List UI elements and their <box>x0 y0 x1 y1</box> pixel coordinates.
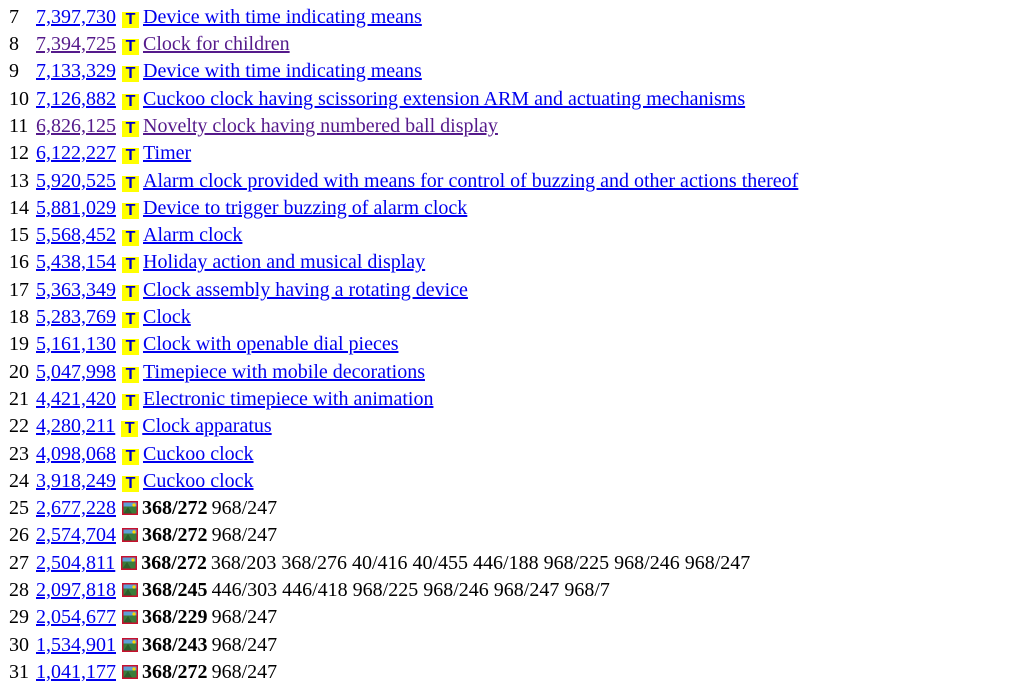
row-number: 10 <box>9 88 29 110</box>
text-icon[interactable]: T <box>122 121 139 137</box>
row-number: 16 <box>9 251 29 273</box>
primary-classification: 368/272 <box>142 661 208 683</box>
list-item <box>9 249 425 275</box>
patent-title-link[interactable]: Cuckoo clock <box>143 443 254 465</box>
row-number: 21 <box>9 388 29 410</box>
patent-number-link[interactable]: 2,574,704 <box>36 524 116 546</box>
patent-title-link[interactable]: Clock with openable dial pieces <box>143 333 399 355</box>
text-icon[interactable]: T <box>122 94 139 110</box>
list-item <box>9 277 468 303</box>
row-number: 23 <box>9 443 29 465</box>
row-number: 24 <box>9 470 29 492</box>
row-number: 20 <box>9 361 29 383</box>
text-icon[interactable]: T <box>122 12 139 28</box>
primary-classification: 368/272 <box>142 497 208 519</box>
other-classifications: 968/247 <box>211 634 278 656</box>
primary-classification: 368/245 <box>142 579 208 601</box>
list-item <box>9 86 745 112</box>
patent-number-link[interactable]: 1,534,901 <box>36 634 116 656</box>
list-item <box>9 31 290 57</box>
text-icon[interactable]: T <box>122 148 139 164</box>
patent-title-link[interactable]: Novelty clock having numbered ball display <box>143 115 498 137</box>
other-classifications: 968/247 <box>211 497 278 519</box>
list-item <box>9 632 277 658</box>
row-number: 31 <box>9 661 29 683</box>
patent-number-link[interactable]: 7,397,730 <box>36 6 116 28</box>
text-icon[interactable]: T <box>122 367 139 383</box>
text-icon[interactable]: T <box>122 203 139 219</box>
patent-title-link[interactable]: Alarm clock <box>143 224 243 246</box>
row-number: 25 <box>9 497 29 519</box>
list-item <box>9 222 242 248</box>
other-classifications: 968/247 <box>211 606 278 628</box>
patent-number-link[interactable]: 2,677,228 <box>36 497 116 519</box>
patent-number-link[interactable]: 5,438,154 <box>36 251 116 273</box>
list-item <box>9 441 254 467</box>
patent-number-link[interactable]: 5,283,769 <box>36 306 116 328</box>
list-item <box>9 168 798 194</box>
patent-number-link[interactable]: 5,047,998 <box>36 361 116 383</box>
patent-number-link[interactable]: 4,421,420 <box>36 388 116 410</box>
primary-classification: 368/272 <box>142 524 208 546</box>
patent-title-link[interactable]: Device with time indicating means <box>143 60 422 82</box>
patent-number-link[interactable]: 3,918,249 <box>36 470 116 492</box>
patent-title-link[interactable]: Timepiece with mobile decorations <box>143 361 425 383</box>
image-icon[interactable] <box>121 556 137 570</box>
patent-title-link[interactable]: Clock <box>143 306 191 328</box>
patent-title-link[interactable]: Holiday action and musical display <box>143 251 426 273</box>
patent-number-link[interactable]: 5,161,130 <box>36 333 116 355</box>
text-icon[interactable]: T <box>122 176 139 192</box>
row-number: 7 <box>9 6 19 28</box>
patent-number-link[interactable]: 2,097,818 <box>36 579 116 601</box>
patent-number-link[interactable]: 5,363,349 <box>36 279 116 301</box>
row-number: 19 <box>9 333 29 355</box>
list-item <box>9 550 750 576</box>
primary-classification: 368/229 <box>142 606 208 628</box>
text-icon[interactable]: T <box>122 476 139 492</box>
list-item <box>9 331 398 357</box>
patent-number-link[interactable]: 6,826,125 <box>36 115 116 137</box>
list-item <box>9 386 433 412</box>
text-icon[interactable]: T <box>122 449 139 465</box>
patent-title-link[interactable]: Clock assembly having a rotating device <box>143 279 468 301</box>
row-number: 15 <box>9 224 29 246</box>
patent-number-link[interactable]: 7,133,329 <box>36 60 116 82</box>
row-number: 13 <box>9 170 29 192</box>
image-icon[interactable] <box>122 528 138 542</box>
row-number: 28 <box>9 579 29 601</box>
list-item <box>9 4 422 30</box>
list-item <box>9 304 191 330</box>
list-item <box>9 468 254 494</box>
list-item <box>9 495 277 521</box>
text-icon[interactable]: T <box>121 421 138 437</box>
patent-title-link[interactable]: Cuckoo clock <box>143 470 254 492</box>
list-item <box>9 413 272 439</box>
patent-number-link[interactable]: 4,098,068 <box>36 443 116 465</box>
patent-number-link[interactable]: 2,504,811 <box>36 552 116 574</box>
row-number: 8 <box>9 33 19 55</box>
primary-classification: 368/243 <box>142 634 208 656</box>
list-item <box>9 113 498 139</box>
patent-number-link[interactable]: 5,920,525 <box>36 170 116 192</box>
text-icon[interactable]: T <box>122 257 139 273</box>
text-icon[interactable]: T <box>122 66 139 82</box>
row-number: 27 <box>9 552 29 574</box>
text-icon[interactable]: T <box>122 230 139 246</box>
other-classifications: 968/247 <box>211 524 278 546</box>
row-number: 11 <box>9 115 29 137</box>
image-icon[interactable] <box>122 665 138 679</box>
list-item <box>9 577 610 603</box>
list-item <box>9 522 277 548</box>
row-number: 26 <box>9 524 29 546</box>
patent-number-link[interactable]: 6,122,227 <box>36 142 116 164</box>
patent-number-link[interactable]: 5,568,452 <box>36 224 116 246</box>
row-number: 12 <box>9 142 29 164</box>
row-number: 22 <box>9 415 29 437</box>
row-number: 9 <box>9 60 19 82</box>
image-icon[interactable] <box>122 583 138 597</box>
primary-classification: 368/272 <box>141 552 207 574</box>
list-item <box>9 659 277 685</box>
list-item <box>9 140 191 166</box>
patent-title-link[interactable]: Clock for children <box>143 33 290 55</box>
patent-number-link[interactable]: 2,054,677 <box>36 606 116 628</box>
patent-number-link[interactable]: 1,041,177 <box>36 661 116 683</box>
row-number: 29 <box>9 606 29 628</box>
patent-title-link[interactable]: Device with time indicating means <box>143 6 422 28</box>
text-icon[interactable]: T <box>122 339 139 355</box>
patent-title-link[interactable]: Alarm clock provided with means for control of buzzing and other actions thereof <box>143 170 799 192</box>
list-item <box>9 58 422 84</box>
image-icon[interactable] <box>122 501 138 515</box>
image-icon[interactable] <box>122 638 138 652</box>
patent-number-link[interactable]: 4,280,211 <box>36 415 116 437</box>
patent-title-link[interactable]: Device to trigger buzzing of alarm clock <box>143 197 468 219</box>
text-icon[interactable]: T <box>122 312 139 328</box>
list-item <box>9 359 425 385</box>
row-number: 18 <box>9 306 29 328</box>
other-classifications: 968/247 <box>211 661 278 683</box>
row-number: 14 <box>9 197 29 219</box>
patent-number-link[interactable]: 5,881,029 <box>36 197 116 219</box>
row-number: 30 <box>9 634 29 656</box>
image-icon[interactable] <box>122 610 138 624</box>
patent-title-link[interactable]: Electronic timepiece with animation <box>143 388 434 410</box>
patent-number-link[interactable]: 7,126,882 <box>36 88 116 110</box>
list-item <box>9 604 277 630</box>
text-icon[interactable]: T <box>122 39 139 55</box>
text-icon[interactable]: T <box>122 285 139 301</box>
other-classifications: 368/203 368/276 40/416 40/455 446/188 968/225 968/246 968/247 <box>210 552 751 574</box>
patent-title-link[interactable]: Cuckoo clock having scissoring extension ARM and actuating mechanisms <box>143 88 746 110</box>
other-classifications: 446/303 446/418 968/225 968/246 968/247 968/7 <box>211 579 610 601</box>
text-icon[interactable]: T <box>122 394 139 410</box>
patent-title-link[interactable]: Clock apparatus <box>142 415 272 437</box>
row-number: 17 <box>9 279 29 301</box>
patent-title-link[interactable]: Timer <box>143 142 192 164</box>
patent-number-link[interactable]: 7,394,725 <box>36 33 116 55</box>
list-item <box>9 195 467 221</box>
